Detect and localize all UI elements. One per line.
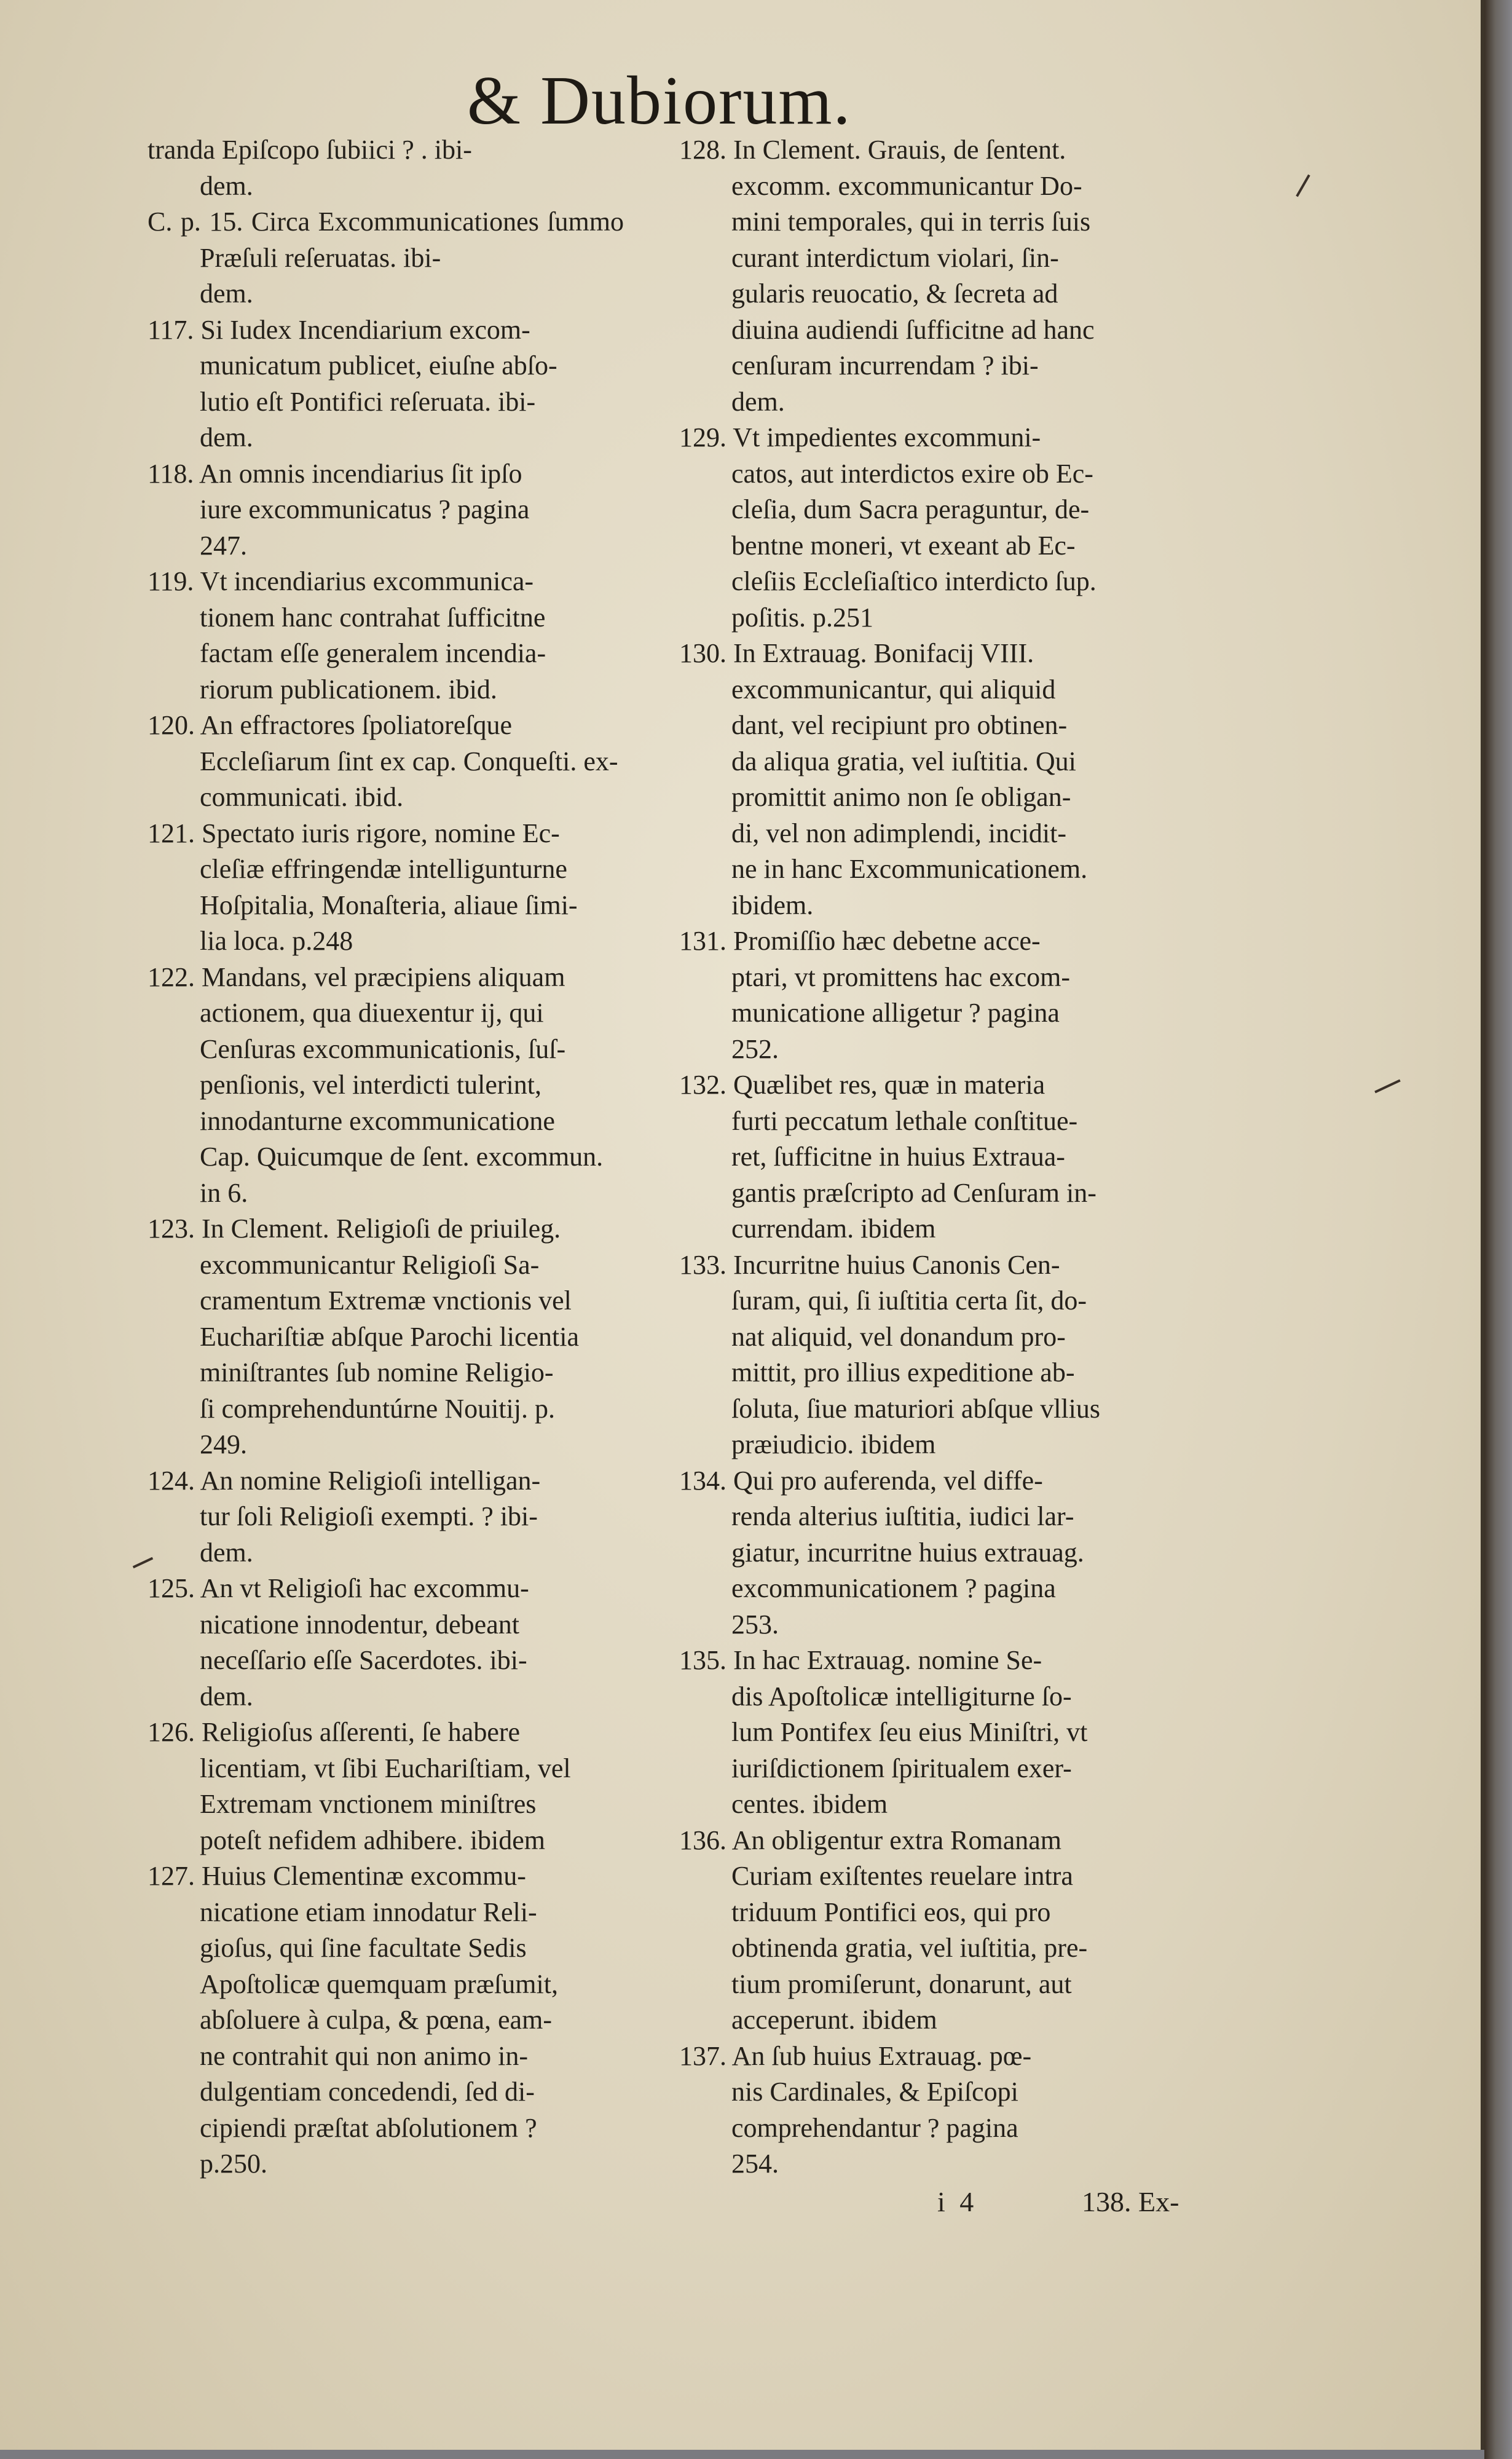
running-header: & Dubiorum. xyxy=(467,63,852,139)
index-entry xyxy=(148,1858,624,2182)
entry-text: In Clement. Religioſi de priuileg. excommunicantur Religioſi Sa- cramentum Extremæ vnctionis vel Euchariſtiæ abſque Parochi licentia miniſtrantes ſub nomine Religio- ſi comprehenduntúrne Nouitij. p. 249. xyxy=(200,1214,580,1459)
entry-text: In Clement. Grauis, de ſentent. excomm. excommunicantur Do- mini temporales, qui in terris ſuis curant interdictum violari, ſin- gularis reuocatio, & ſecreta ad diuina audiendi ſufficitne ad hanc cenſuram incurrendam ? ibi- dem. xyxy=(731,135,1095,417)
index-entry xyxy=(148,1715,624,1858)
entry-number: C. p. 15. xyxy=(148,207,243,237)
index-entry xyxy=(148,456,624,564)
margin-mark xyxy=(1296,175,1310,197)
entry-text: Huius Clementinæ excommu- nicatione etiam innodatur Reli- gioſus, qui ſine facultate Sedis Apoſtolicæ quemquam præſumit, abſoluere à culpa, & pœna, eam- ne contrahit qui non animo in- dulgentiam concedendi, ſed di- cipiendi præſtat abſolutionem ? p.250. xyxy=(200,1861,558,2179)
entry-number: 133. xyxy=(679,1249,726,1280)
entry-number: 127. xyxy=(148,1861,195,1891)
entry-text: Vt incendiarius excommunica- tionem hanc contrahat ſufficitne factam eſſe generalem incendia- riorum publicationem. ibid. xyxy=(200,566,546,705)
entry-number: 121. xyxy=(148,818,195,848)
entry-text: Promiſſio hæc debetne acce- ptari, vt promittens hac excom- municatione alligetur ? pagina 252. xyxy=(731,926,1071,1064)
margin-mark xyxy=(1374,1080,1400,1094)
entry-text: An ſub huius Extrauag. pœ- nis Cardinales, & Epiſcopi comprehendantur ? pagina 254. xyxy=(731,2040,1032,2179)
entry-text: An effractores ſpoliatoreſque Eccleſiarum ſint ex cap. Conqueſti. ex- communicati. ibid. xyxy=(200,710,618,812)
entry-number: 118. xyxy=(148,458,194,489)
entry-number: 122. xyxy=(148,961,195,992)
entry-number: 126. xyxy=(148,1717,195,1747)
index-entry xyxy=(148,132,624,204)
entry-number: 124. xyxy=(148,1465,195,1496)
entry-text: Quælibet res, quæ in materia furti peccatum lethale conſtitue- ret, ſufficitne in huius Extraua- gantis præſcripto ad Cenſuram in- currendam. ibidem xyxy=(731,1070,1097,1244)
entry-text: Qui pro auferenda, vel diffe- renda alterius iuſtitia, iudici lar- giatur, incurritne huius extrauag. excommunicationem ? pagina 253. xyxy=(731,1465,1084,1640)
entry-number: 128. xyxy=(679,135,726,165)
index-entry xyxy=(148,204,624,312)
entry-number: 134. xyxy=(679,1465,726,1496)
left-column xyxy=(148,132,624,2182)
index-entry xyxy=(148,960,624,1212)
index-entry xyxy=(148,708,624,816)
page-edge-shadow xyxy=(1484,0,1512,2459)
index-entry xyxy=(679,1463,1189,1643)
index-entry xyxy=(679,1067,1189,1247)
entry-number: 130. xyxy=(679,638,726,668)
index-entry xyxy=(148,1571,624,1715)
index-entry xyxy=(148,564,624,708)
index-entry xyxy=(679,923,1189,1067)
entry-text: In Extrauag. Bonifacij VIII. excommunicantur, qui aliquid dant, vel recipiunt pro obtinen- da aliqua gratia, vel iuſtitia. Qui promittit animo non ſe obligan- di, vel non adimplendi, incidit- ne in hanc Excommunicationem. ibidem. xyxy=(731,638,1088,920)
entry-text: An nomine Religioſi intelligan- tur ſoli Religioſi exempti. ? ibi- dem. xyxy=(200,1465,541,1568)
index-entry xyxy=(148,312,624,456)
index-entry xyxy=(148,1463,624,1571)
catchword: 138. Ex- xyxy=(1082,2186,1179,2217)
entry-text: Si Iudex Incendiarium excom- municatum publicet, eiuſne abſo- lutio eſt Pontifici reſeruata. ibi- dem. xyxy=(200,314,557,452)
right-column xyxy=(679,132,1189,2182)
index-entry xyxy=(679,132,1189,420)
index-entry xyxy=(148,816,624,960)
entry-number: 132. xyxy=(679,1070,726,1100)
entry-text: Circa Excommunicationes ſummo Præſuli reſeruatas. ibi- dem. xyxy=(200,207,624,309)
entry-text: An vt Religioſi hac excommu- nicatione innodentur, debeant neceſſario eſſe Sacerdotes. ibi- dem. xyxy=(200,1573,529,1711)
entry-text: An omnis incendiarius ſit ipſo iure excommunicatus ? pagina 247. xyxy=(199,458,530,561)
entry-number: 131. xyxy=(679,926,726,956)
entry-number: 120. xyxy=(148,710,195,740)
entry-number: 137. xyxy=(679,2040,726,2071)
index-entry xyxy=(148,1211,624,1463)
signature-mark: i 4 xyxy=(937,2186,978,2217)
index-entry xyxy=(679,1823,1189,2039)
entry-number: 117. xyxy=(148,314,194,345)
entry-number: 119. xyxy=(148,566,194,596)
entry-text: tranda Epiſcopo ſubiici ? . ibi- dem. xyxy=(148,135,472,201)
entry-text: Spectato iuris rigore, nomine Ec- cleſiæ effringendæ intelligunturne Hoſpitalia, Monaſteria, aliaue ſimi- lia loca. p.248 xyxy=(200,818,578,956)
entry-number: 136. xyxy=(679,1825,726,1855)
index-entry xyxy=(679,2039,1189,2182)
entry-number: 123. xyxy=(148,1214,195,1244)
entry-text: An obligentur extra Romanam Curiam exiſtentes reuelare intra triduum Pontifici eos, qui pro obtinenda gratia, vel iuſtitia, pre- tium promiſerunt, donarunt, aut acceperunt. ibidem xyxy=(731,1825,1088,2035)
index-entry xyxy=(679,1643,1189,1823)
index-entry xyxy=(679,636,1189,923)
entry-text: Religioſus aſſerenti, ſe habere licentiam, vt ſibi Euchariſtiam, vel Extremam vnctionem miniſtres poteſt nefidem adhibere. ibidem xyxy=(200,1717,571,1855)
entry-text: Mandans, vel præcipiens aliquam actionem, qua diuexentur ij, qui Cenſuras excommunicationis, ſuſ- penſionis, vel interdicti tulerint, innodanturne excommunicatione Cap. Quicumque de ſent. excommun. in 6. xyxy=(200,961,604,1208)
index-entry xyxy=(679,420,1189,636)
entry-text: Vt impedientes excommuni- catos, aut interdictos exire ob Ec- cleſia, dum Sacra peraguntur, de- bentne moneri, vt exeant ab Ec- cleſiis Eccleſiaſtico interdicto ſup. poſitis. p.251 xyxy=(731,422,1097,633)
entry-number: 135. xyxy=(679,1645,726,1675)
index-entry xyxy=(679,1247,1189,1463)
entry-number: 125. xyxy=(148,1573,195,1603)
entry-text: Incurritne huius Canonis Cen- ſuram, qui, ſi iuſtitia certa ſit, do- nat aliquid, vel donandum pro- mittit, pro illius expeditione ab- ſoluta, ſiue maturiori abſque vllius præiudicio. ibidem xyxy=(731,1249,1100,1459)
entry-number: 129. xyxy=(679,422,726,452)
entry-text: In hac Extrauag. nomine Se- dis Apoſtolicæ intelligiturne ſo- lum Pontifex ſeu eius Miniſtri, vt iuriſdictionem ſpiritualem exer- centes. ibidem xyxy=(731,1645,1088,1819)
